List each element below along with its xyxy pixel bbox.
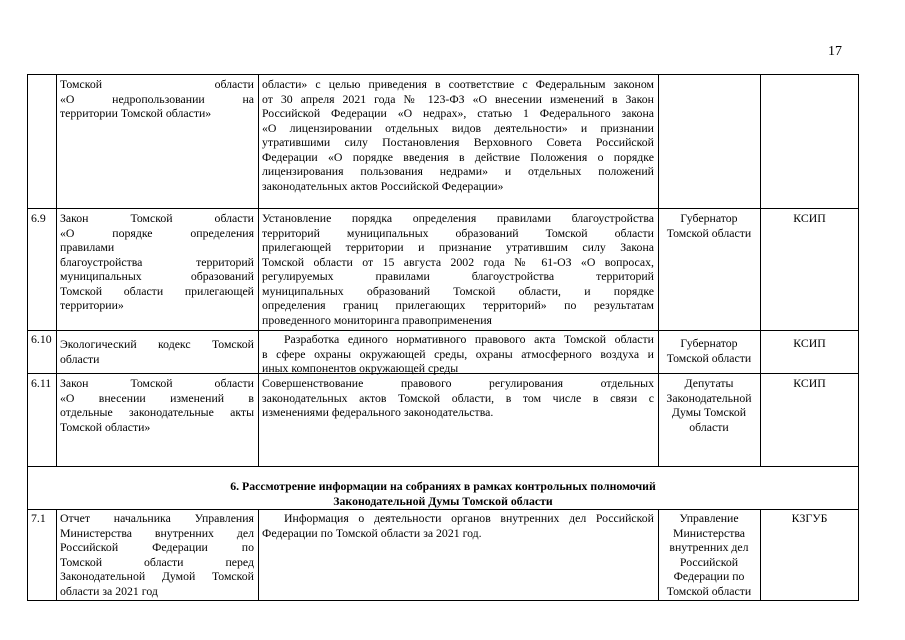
document-line: «О порядке определения [60, 225, 254, 240]
purpose-line: «О лицензировании отдельных видов деятельности» и признании [262, 120, 654, 135]
purpose-line: Совершенствование правового регулирования отдельных [262, 376, 654, 390]
purpose-line: определения границ прилегающих территорий» по результатам [262, 298, 654, 312]
purpose-line: Установление порядка определения правилами благоустройства [262, 211, 654, 225]
document-cell [60, 511, 254, 598]
purpose-line: прилегающей территории и признание утратившим силу Закона [262, 240, 654, 254]
document-line: «О внесении изменений в [60, 390, 254, 405]
column-divider [658, 509, 659, 601]
row-number: 6.9 [31, 211, 46, 225]
committee-code: КСИП [793, 211, 826, 225]
purpose-line: Федерации по Томской области за 2021 год. [262, 525, 482, 540]
document-line: Законодательной Думой Томской [60, 569, 254, 583]
document-line: Экологический кодекс Томской [60, 337, 254, 351]
initiator-line: Губернатор [680, 336, 738, 350]
initiator-line: Федерации по [673, 569, 745, 583]
purpose-line: изменениями федерального законодательства. [262, 405, 494, 419]
document-line: территории» [60, 298, 124, 312]
document-line: Томской области» [60, 419, 151, 434]
row-number: 7.1 [31, 511, 46, 525]
section-heading-line: 6. Рассмотрение информации на собраниях в рамках контрольных полномочий [230, 479, 656, 493]
purpose-line: Разработка единого нормативного правового акта Томской области [284, 332, 654, 346]
document-line: Томской области [60, 77, 254, 91]
initiator-line: Законодательной [666, 390, 752, 405]
purpose-line: Информация о деятельности органов внутренних дел Российской [284, 511, 654, 525]
purpose-line: территорий муниципальных образований Томской области [262, 225, 654, 240]
committee-code: КСИП [793, 376, 826, 390]
table-border-right [858, 74, 859, 601]
document-line: Закон Томской области [60, 211, 254, 225]
document-line: Отчет начальника Управления [60, 511, 254, 525]
row-number: 6.10 [31, 332, 52, 346]
committee-code: КСИП [793, 336, 826, 350]
document-line: «О недропользовании на [60, 91, 254, 106]
row-divider [27, 466, 859, 467]
document-line: муниципальных образований [60, 269, 254, 283]
purpose-line: иных компонентов окружающей среды [262, 361, 459, 375]
initiator-line: области [689, 419, 729, 434]
purpose-line: регулируемых правилами благоустройства территорий [262, 269, 654, 283]
purpose-cell [262, 332, 654, 376]
committee-code: КЗГУБ [791, 511, 828, 525]
row-number: 6.11 [31, 376, 52, 390]
column-divider [258, 509, 259, 601]
row-divider [27, 509, 859, 510]
initiator-line: Управление [679, 511, 739, 525]
row-divider [27, 208, 859, 209]
purpose-cell [262, 211, 654, 327]
column-divider [760, 74, 761, 467]
purpose-line: Федерации «О порядке введения в действие Положения о порядке [262, 149, 654, 164]
purpose-line: в сфере охраны окружающей среды, охраны атмосферного воздуха и [262, 346, 654, 361]
purpose-line: Томской области от 15 августа 2002 года № 61-ОЗ «О вопросах, [262, 254, 654, 269]
column-divider [258, 74, 259, 467]
continuation-purpose-cell [262, 77, 654, 193]
document-line: благоустройства территорий [60, 254, 254, 269]
document-line: Российской Федерации по [60, 540, 254, 554]
purpose-line: лицензирования пользования недрами» и отдельных положений [262, 164, 654, 178]
purpose-cell [262, 511, 654, 540]
document-line: Томской области прилегающей [60, 283, 254, 298]
purpose-line: Российской Федерации «О недрах», статью 1 Федерального закона [262, 106, 654, 120]
document-line: Томской области перед [60, 554, 254, 569]
document-line: области за 2021 год [60, 583, 158, 598]
document-line: правилами [60, 240, 115, 254]
initiator-cell [660, 376, 758, 434]
initiator-cell [660, 511, 758, 598]
initiator-line: Губернатор [680, 211, 738, 225]
section-heading [28, 479, 858, 508]
document-line: Министерства внутренних дел [60, 525, 254, 540]
table-border-bottom [27, 600, 859, 601]
column-divider [56, 509, 57, 601]
document-line: территории Томской области» [60, 106, 212, 120]
column-divider [56, 74, 57, 467]
initiator-line: Томской области [666, 225, 752, 240]
purpose-line: области» с целью приведения в соответствие с Федеральным законом [262, 77, 654, 91]
purpose-line: проведенного мониторинга правоприменения [262, 312, 492, 327]
purpose-line: от 30 апреля 2021 года № 123-ФЗ «О внесении изменений в Закон [262, 91, 654, 106]
purpose-cell [262, 376, 654, 420]
page-number: 17 [828, 44, 842, 59]
initiator-line: Российской [679, 554, 739, 569]
initiator-line: Министерства [673, 525, 745, 540]
purpose-line: муниципальных образований Томской области, и порядке [262, 283, 654, 298]
continuation-document-cell [60, 77, 254, 121]
initiator-line: Томской области [666, 583, 752, 598]
initiator-line: внутренних дел [669, 540, 749, 554]
table-border-top [27, 74, 859, 75]
purpose-line: законодательных актов Российской Федерации» [262, 178, 504, 193]
document-cell [60, 376, 254, 434]
document-line: Закон Томской области [60, 376, 254, 390]
document-line: области [60, 351, 100, 366]
initiator-line: Думы Томской [671, 405, 747, 419]
column-divider [658, 74, 659, 467]
initiator-cell [660, 211, 758, 240]
purpose-line: законодательных актов Томской области, в том числе в связи с [262, 390, 654, 405]
section-heading-line: Законодательной Думы Томской области [333, 493, 553, 508]
row-divider [27, 330, 859, 331]
initiator-line: Томской области [666, 350, 752, 365]
purpose-line: утратившими силу Постановления Верховного Совета Российской [262, 135, 654, 149]
initiator-cell [660, 336, 758, 365]
document-line: отдельные законодательные акты [60, 405, 254, 419]
initiator-line: Депутаты [684, 376, 734, 390]
document-cell [60, 337, 254, 366]
document-cell [60, 211, 254, 313]
